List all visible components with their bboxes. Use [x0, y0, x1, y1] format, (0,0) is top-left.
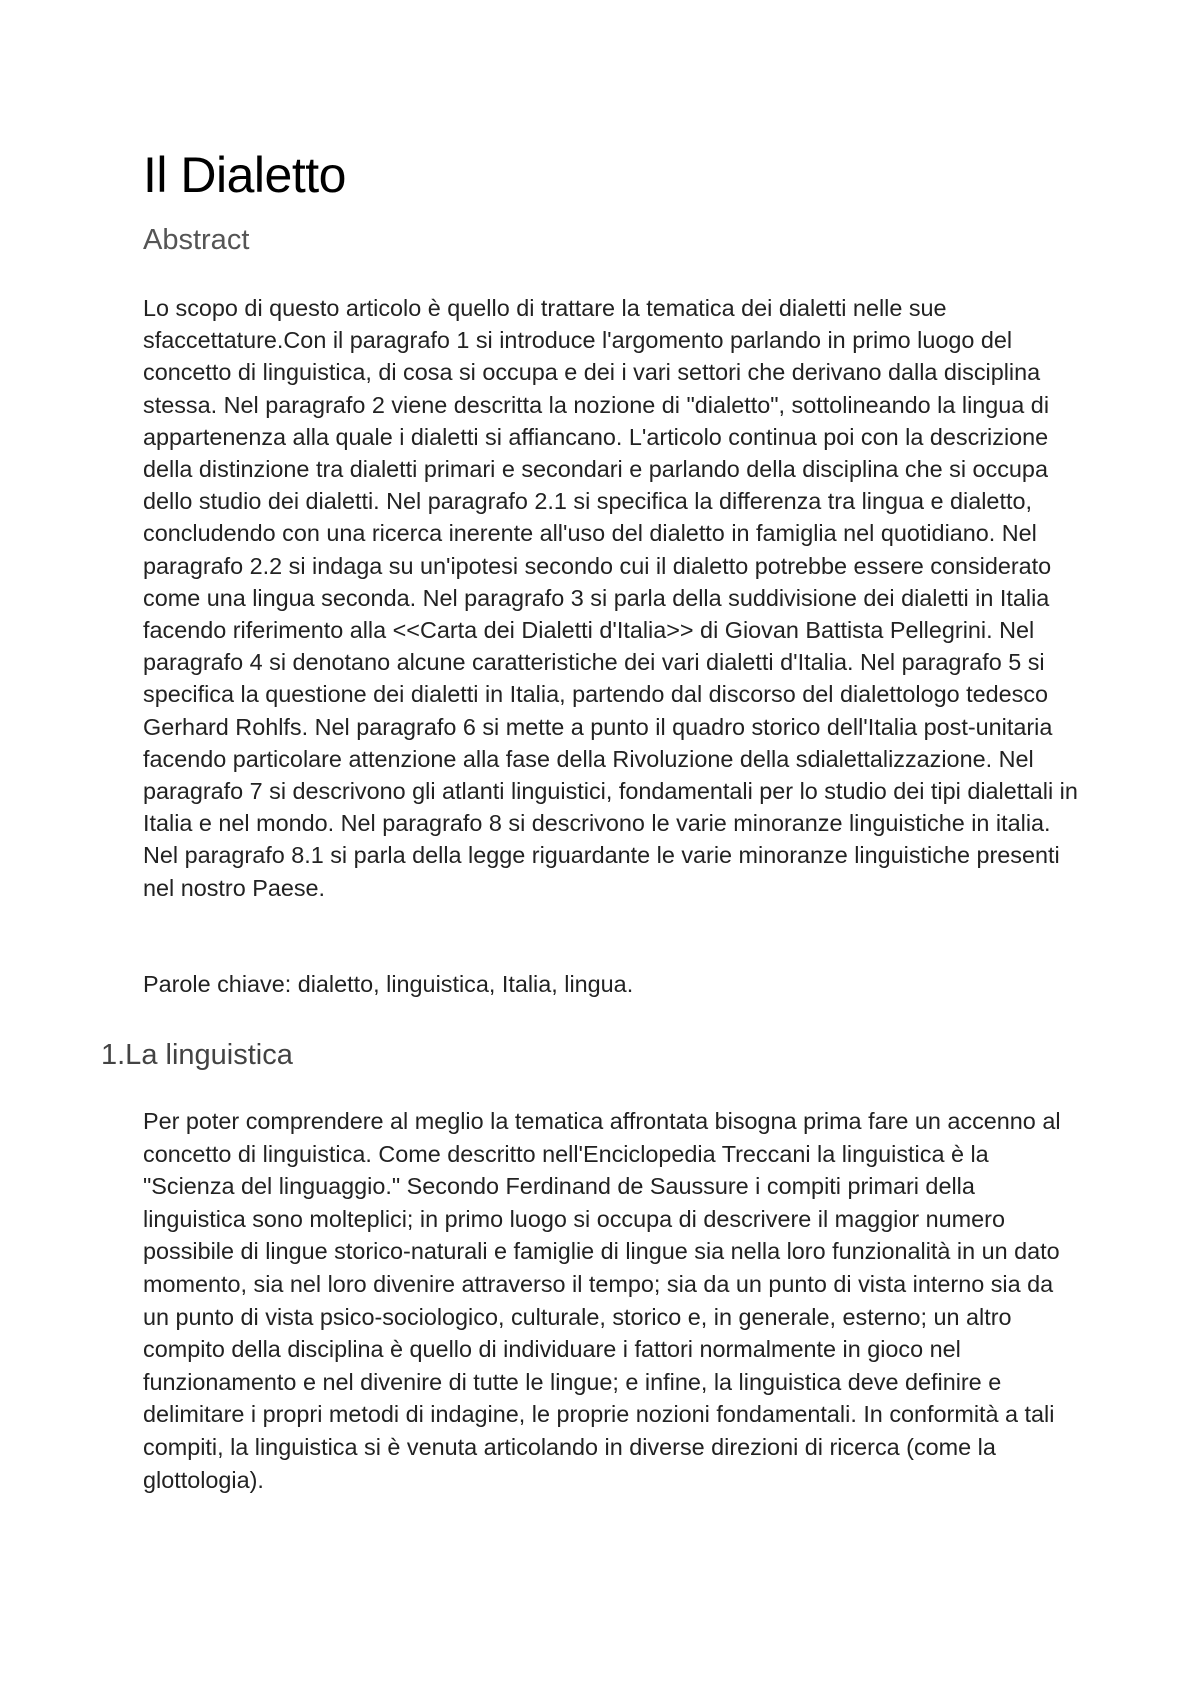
abstract-text: Lo scopo di questo articolo è quello di trattare la tematica dei dialetti nelle sue sfaccettature.Con il paragrafo 1 si introduce l'argomento parlando in primo luogo del concetto di linguistica, di cosa si occupa e dei i vari settori che derivano dalla disciplina stessa. Nel paragrafo 2 viene descritta la nozione di "dialetto", sottolineando la lingua di appartenenza alla quale i dialetti si affiancano. L'articolo continua poi con la descrizione della distinzione tra dialetti primari e secondari e parlando della disciplina che si occupa dello studio dei dialetti. Nel paragrafo 2.1 si specifica la differenza tra lingua e dialetto, concludendo con una ricerca inerente all'uso del dialetto in famiglia nel quotidiano. Nel paragrafo 2.2 si indaga su un'ipotesi secondo cui il dialetto potrebbe essere considerato come una lingua seconda. Nel paragrafo 3 si parla della suddivisione dei dialetti in Italia facendo riferimento alla <<Carta dei Dialetti d'Italia>> di Giovan Battista Pellegrini. Nel paragrafo 4 si denotano alcune caratteristiche dei vari dialetti d'Italia. Nel paragrafo 5 si specifica la questione dei dialetti in Italia, partendo dal discorso del dialettologo tedesco Gerhard Rohlfs. Nel paragrafo 6 si mette a punto il quadro storico dell'Italia post-unitaria facendo particolare attenzione alla fase della Rivoluzione della sdialettalizzazione. Nel paragrafo 7 si descrivono gli atlanti linguistici, fondamentali per lo studio dei tipi dialettali in Italia e nel mondo. Nel paragrafo 8 si descrivono le varie minoranze linguistiche in italia. Nel paragrafo 8.1 si parla della legge riguardante le varie minoranze linguistiche presenti nel nostro Paese. [143, 295, 1078, 901]
document-title: Il Dialetto [143, 147, 346, 203]
section-text-linguistica: Per poter comprendere al meglio la tematica affrontata bisogna prima fare un accenno al concetto di linguistica. Come descritto nell'Enciclopedia Treccani la linguistica è la "Scienza del linguaggio." Secondo Ferdinand de Saussure i compiti primari della linguistica sono molteplici; in primo luogo si occupa di descrivere il maggior numero possibile di lingue storico-naturali e famiglie di lingue sia nella loro funzionalità in un dato momento, sia nel loro divenire attraverso il tempo; sia da un punto di vista interno sia da un punto di vista psico-sociologico, culturale, storico e, in generale, esterno; un altro compito della disciplina è quello di individuare i fattori normalmente in gioco nel funzionamento e nel divenire di tutte le lingue; e infine, la linguistica deve definire e delimitare i propri metodi di indagine, le proprie nozioni fondamentali. In conformità a tali compiti, la linguistica si è venuta articolando in diverse direzioni di ricerca (come la glottologia). [143, 1108, 1061, 1493]
keywords-text: Parole chiave: dialetto, linguistica, Italia, lingua. [143, 971, 634, 997]
abstract-heading: Abstract [143, 224, 250, 256]
section-heading-linguistica: 1.La linguistica [101, 1039, 293, 1071]
